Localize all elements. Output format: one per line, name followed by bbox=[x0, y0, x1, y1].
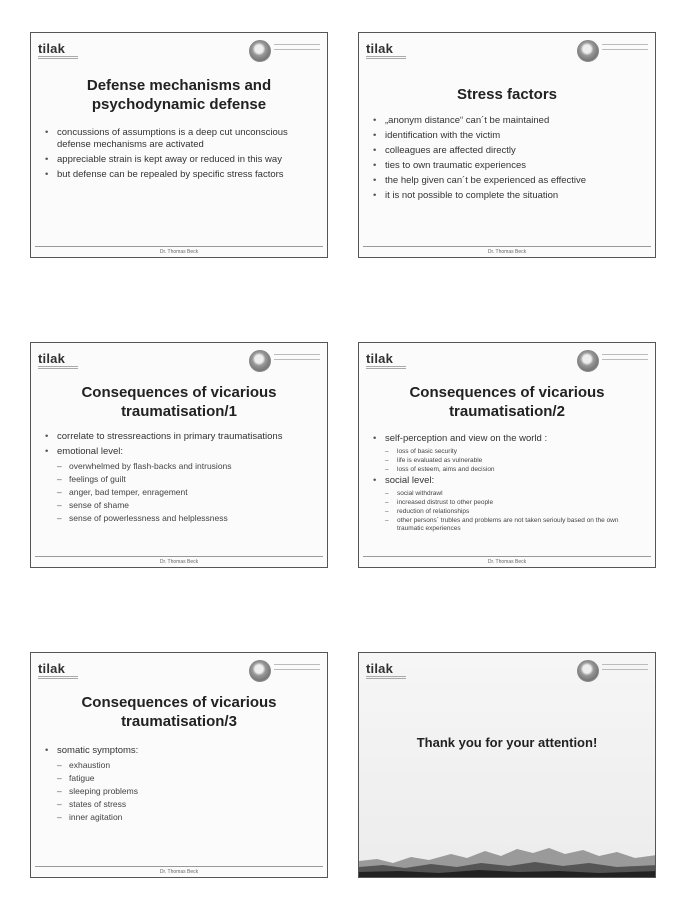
title-line: Consequences of vicarious bbox=[409, 384, 605, 401]
footer-divider bbox=[35, 246, 323, 247]
logo-tagline bbox=[366, 56, 406, 61]
bullet-item: • identification with the victim bbox=[373, 130, 641, 142]
university-seal-icon bbox=[249, 40, 271, 62]
logo-tagline bbox=[38, 366, 78, 371]
slide-title bbox=[41, 76, 317, 114]
thank-you-message: Thank you for your attention! bbox=[416, 735, 598, 750]
slide-consequences-2 bbox=[358, 342, 656, 568]
sub-bullet-item: – loss of esteem, aims and decision bbox=[373, 466, 641, 474]
tilak-logo: tilak bbox=[38, 661, 66, 676]
slide-defense-mechanisms bbox=[30, 32, 328, 258]
sub-bullet-item: – anger, bad temper, enragement bbox=[45, 487, 313, 498]
title-line: Defense mechanisms and bbox=[86, 77, 272, 94]
university-seal-icon bbox=[249, 350, 271, 372]
seal-caption bbox=[602, 354, 648, 364]
footer-divider bbox=[363, 556, 651, 557]
slide-footer: Dr. Thomas Beck bbox=[487, 559, 527, 565]
sub-bullet-item: – sense of shame bbox=[45, 500, 313, 511]
bullet-item: • self-perception and view on the world : bbox=[373, 433, 641, 445]
logo-tagline bbox=[366, 676, 406, 681]
tilak-logo: tilak bbox=[38, 351, 66, 366]
bullet-item: • concussions of assumptions is a deep cut unconscious defense mechanisms are activated bbox=[45, 127, 313, 151]
university-seal-icon bbox=[249, 660, 271, 682]
seal-caption bbox=[602, 664, 648, 674]
bullet-item: • social level: bbox=[373, 475, 641, 487]
university-seal-icon bbox=[577, 350, 599, 372]
sub-bullet-item: – inner agitation bbox=[45, 812, 313, 823]
bullet-item: • it is not possible to complete the situation bbox=[373, 190, 641, 202]
sub-bullet-item: – fatigue bbox=[45, 773, 313, 784]
university-seal-icon bbox=[577, 660, 599, 682]
university-seal-icon bbox=[577, 40, 599, 62]
title-line: psychodynamic defense bbox=[91, 96, 267, 113]
slide-title bbox=[369, 383, 645, 421]
title-line: Stress factors bbox=[456, 86, 558, 103]
footer-divider bbox=[363, 246, 651, 247]
seal-caption bbox=[602, 44, 648, 54]
bullet-list bbox=[45, 431, 313, 526]
tilak-logo: tilak bbox=[38, 41, 66, 56]
mountain-panorama-image bbox=[359, 837, 656, 877]
title-line: Consequences of vicarious bbox=[81, 694, 277, 711]
slide-consequences-1 bbox=[30, 342, 328, 568]
sub-bullet-item: – exhaustion bbox=[45, 760, 313, 771]
seal-caption bbox=[274, 44, 320, 54]
slide-title bbox=[41, 383, 317, 421]
sub-bullet-item: – feelings of guilt bbox=[45, 474, 313, 485]
bullet-item: • colleagues are affected directly bbox=[373, 145, 641, 157]
title-line: traumatisation/3 bbox=[121, 713, 237, 730]
bullet-item: • somatic symptoms: bbox=[45, 745, 313, 757]
slide-title bbox=[41, 693, 317, 731]
sub-bullet-item: – social withdrawl bbox=[373, 490, 641, 498]
logo-tagline bbox=[38, 676, 78, 681]
sub-bullet-item: – reduction of relationships bbox=[373, 508, 641, 516]
bullet-item: • „anonym distance“ can´t be maintained bbox=[373, 115, 641, 127]
footer-divider bbox=[35, 556, 323, 557]
slide-footer: Dr. Thomas Beck bbox=[159, 559, 199, 565]
sub-bullet-item: – loss of basic security bbox=[373, 448, 641, 456]
seal-caption bbox=[274, 354, 320, 364]
footer-divider bbox=[35, 866, 323, 867]
bullet-list bbox=[373, 433, 641, 534]
title-line: traumatisation/2 bbox=[449, 403, 565, 420]
sub-bullet-item: – sense of powerlessness and helplessness bbox=[45, 513, 313, 524]
title-line: Consequences of vicarious bbox=[81, 384, 277, 401]
tilak-logo: tilak bbox=[366, 661, 394, 676]
slide-stress-factors bbox=[358, 32, 656, 258]
bullet-list bbox=[45, 745, 313, 825]
tilak-logo: tilak bbox=[366, 41, 394, 56]
slide-footer: Dr. Thomas Beck bbox=[487, 249, 527, 255]
sub-bullet-item: – increased distrust to other people bbox=[373, 499, 641, 507]
bullet-list bbox=[45, 127, 313, 184]
logo-tagline bbox=[366, 366, 406, 371]
sub-bullet-item: – overwhelmed by flash-backs and intrusions bbox=[45, 461, 313, 472]
slide-title bbox=[369, 85, 645, 104]
bullet-item: • emotional level: bbox=[45, 446, 313, 458]
slide-consequences-3 bbox=[30, 652, 328, 878]
bullet-item: • but defense can be repealed by specific stress factors bbox=[45, 169, 313, 181]
tilak-logo: tilak bbox=[366, 351, 394, 366]
sub-bullet-item: – other persons´ trubles and problems are not taken seriouly based on the own traumatic experiences bbox=[373, 517, 641, 533]
slide-footer: Dr. Thomas Beck bbox=[159, 869, 199, 875]
logo-tagline bbox=[38, 56, 78, 61]
bullet-list bbox=[373, 115, 641, 205]
slide-footer: Dr. Thomas Beck bbox=[159, 249, 199, 255]
bullet-item: • the help given can´t be experienced as effective bbox=[373, 175, 641, 187]
bullet-item: • ties to own traumatic experiences bbox=[373, 160, 641, 172]
seal-caption bbox=[274, 664, 320, 674]
title-line: traumatisation/1 bbox=[121, 403, 237, 420]
sub-bullet-item: – life is evaluated as vulnerable bbox=[373, 457, 641, 465]
bullet-item: • correlate to stressreactions in primary traumatisations bbox=[45, 431, 313, 443]
sub-bullet-item: – states of stress bbox=[45, 799, 313, 810]
sub-bullet-item: – sleeping problems bbox=[45, 786, 313, 797]
bullet-item: • appreciable strain is kept away or reduced in this way bbox=[45, 154, 313, 166]
slide-thank-you bbox=[358, 652, 656, 878]
